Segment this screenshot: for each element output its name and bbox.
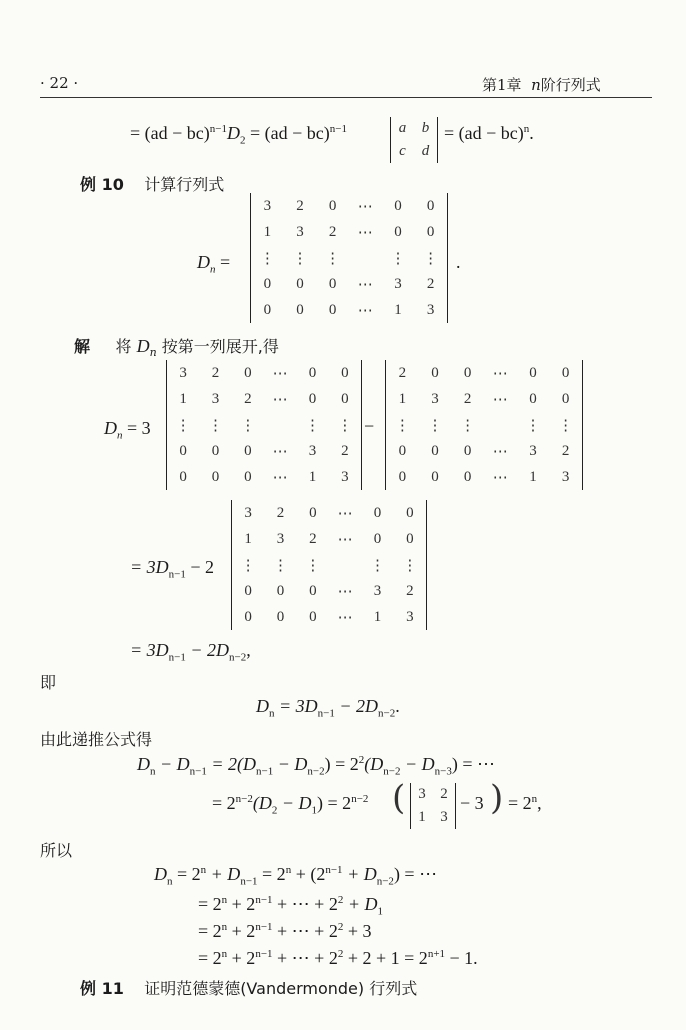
eq-sup: n	[531, 793, 538, 805]
matrix-cell: 3	[341, 468, 349, 485]
eq-term: ,	[537, 793, 542, 813]
matrix-cell: ⋮	[525, 417, 541, 434]
eq-term: = 3D	[130, 640, 169, 660]
close-paren: )	[490, 778, 504, 818]
matrix-cell: 0	[394, 197, 402, 214]
final-line-2	[198, 894, 383, 918]
eq-sup: n−2	[351, 793, 369, 805]
eq-sub: n	[269, 707, 275, 720]
eq-sub: n	[167, 875, 173, 888]
matrix-cell: 3	[263, 197, 272, 214]
matrix-cell: 0	[394, 223, 402, 240]
matrix-cell: 0	[179, 468, 187, 485]
eq-term: + 2	[231, 948, 256, 968]
eq-term: = 2	[198, 948, 222, 968]
eq-term: D	[136, 336, 150, 356]
eq-term: ) = 2	[324, 754, 359, 774]
top-equation-end	[444, 123, 534, 144]
eq-sup: n	[221, 894, 228, 906]
matrix-cell: 0	[309, 504, 317, 521]
eq-term: + 2	[231, 894, 256, 914]
eq-term: + ⋯ + 2	[277, 894, 338, 914]
minus-sign: −	[364, 416, 375, 436]
matrix-cell: 2	[398, 364, 407, 381]
matrix-cell: 0	[309, 582, 317, 599]
matrix-cell: 0	[406, 504, 414, 521]
eq-sub: n	[149, 346, 157, 360]
matrix-cell: 3	[244, 504, 252, 521]
eq-term: D	[256, 696, 269, 716]
matrix-cell: ⋯	[272, 365, 288, 382]
example-11	[80, 976, 417, 999]
matrix-cell: 3	[418, 786, 426, 802]
matrix-cell: 2	[561, 442, 570, 459]
matrix-cell: 0	[276, 608, 285, 625]
matrix-cell: 0	[308, 390, 317, 407]
matrix-cell: 0	[263, 275, 272, 292]
matrix-cell: ⋮	[325, 250, 341, 267]
solution-text: 按第一列展开,得	[161, 337, 279, 356]
matrix-cell: 3	[211, 390, 220, 407]
running-header	[482, 74, 601, 95]
matrix-cell: 0	[341, 390, 349, 407]
step2	[130, 557, 214, 581]
eq-sub: n−2	[376, 875, 394, 888]
eq-sup: n	[285, 864, 292, 876]
eq-term: + ⋯ + 2	[277, 921, 338, 941]
eq-sup: 2	[337, 948, 344, 960]
final-line-1	[154, 864, 437, 888]
eq-sup: n	[200, 864, 207, 876]
eq-sub: n−1	[317, 707, 335, 720]
matrix-cell: ⋯	[272, 469, 288, 486]
eq-term: =	[220, 252, 231, 272]
chapter-var: n	[531, 76, 541, 94]
eq-term: − 1.	[449, 948, 478, 968]
eq-sup: n−1	[255, 948, 273, 960]
matrix-cell: c	[399, 143, 406, 159]
eq-term: ) = 2	[317, 793, 352, 813]
eq-term: D	[154, 864, 167, 884]
matrix-example-10	[250, 193, 448, 323]
matrix-cell: a	[398, 120, 407, 136]
matrix-cell: 1	[398, 390, 407, 407]
matrix-cell: 0	[244, 608, 252, 625]
matrix-cell: b	[421, 120, 430, 136]
eq-term: = 2	[508, 793, 532, 813]
eq-sub: n−1	[240, 875, 258, 888]
matrix-c	[231, 500, 427, 630]
matrix-cell: 1	[263, 223, 272, 240]
matrix-cell: 0	[244, 442, 252, 459]
matrix-cell: 1	[418, 809, 426, 825]
matrix-cell: 0	[561, 364, 570, 381]
matrix-cell: 3	[431, 390, 439, 407]
from-recur-text: 由此递推公式得	[40, 730, 153, 749]
eq-sup: n	[221, 948, 228, 960]
solution-label: 解	[74, 337, 91, 356]
matrix-cell: ⋮	[305, 557, 321, 574]
eq-term: .	[529, 123, 534, 143]
matrix-cell: 0	[244, 468, 252, 485]
matrix-cell: 0	[463, 364, 472, 381]
matrix-cell: 0	[373, 504, 382, 521]
eq-term: + 3	[347, 921, 372, 941]
eq-term: + D	[347, 864, 377, 884]
matrix-cell: ⋮	[240, 557, 256, 574]
matrix-cell: 1	[373, 608, 382, 625]
matrix-cell: 0	[426, 223, 435, 240]
eq-sup: n−1	[255, 921, 273, 933]
final-line-4	[198, 948, 478, 969]
matrix-cell: ⋮	[394, 417, 410, 434]
suoyi-text: 所以	[40, 841, 73, 860]
matrix-cell: ⋯	[337, 505, 353, 522]
eq-sub: 1	[377, 905, 383, 918]
eq-term: + 2 + 1 = 2	[347, 948, 428, 968]
matrix-cell: 0	[179, 442, 187, 459]
eq-sub: n−1	[168, 568, 186, 581]
eq-term: = 3D	[279, 696, 318, 716]
eq-sub: n	[150, 765, 156, 778]
period: .	[456, 252, 461, 272]
matrix-cell: 0	[398, 442, 407, 459]
chain-line-2-end	[508, 793, 542, 814]
ji-text: 即	[40, 673, 57, 692]
page-number: · 22 ·	[40, 74, 79, 92]
eq-term: + 2	[231, 921, 256, 941]
matrix-cell: 0	[406, 530, 414, 547]
eq-sup: 2	[358, 754, 365, 766]
matrix-cell: 0	[463, 468, 472, 485]
matrix-cell: 3	[394, 275, 402, 292]
eq-sup: 2	[337, 921, 344, 933]
example-text: 计算行列式	[144, 175, 225, 194]
matrix-cell: 0	[373, 530, 382, 547]
eq-term: = 2	[212, 793, 236, 813]
matrix-cell: ⋮	[304, 417, 320, 434]
chapter-label: 第1章	[482, 76, 522, 94]
example-10	[80, 172, 224, 195]
matrix-cell: 3	[440, 809, 448, 825]
matrix-cell: ⋮	[240, 417, 256, 434]
eq-sub: n−2	[229, 651, 247, 664]
example-text: 证明范德蒙德(Vandermonde) 行列式	[144, 979, 418, 998]
matrix-cell: 0	[341, 364, 349, 381]
matrix-cell: 0	[431, 468, 439, 485]
matrix-cell: 3	[561, 468, 570, 485]
matrix-cell: 1	[179, 390, 187, 407]
eq-term: − 2D	[190, 640, 230, 660]
eq-term: = 3	[127, 418, 151, 438]
eq-sub: 2	[240, 134, 246, 147]
eq-term: = 2(D	[211, 754, 257, 774]
matrix-cell: ⋯	[357, 198, 373, 215]
eq-sub: n−1	[168, 651, 186, 664]
matrix-cell: 0	[244, 582, 252, 599]
matrix-cell: 0	[328, 275, 337, 292]
eq-sub: 2	[271, 804, 278, 817]
eq-term: = (ad − bc)	[130, 123, 210, 143]
matrix-cell: ⋯	[337, 531, 353, 548]
matrix-cell: 2	[328, 223, 337, 240]
matrix-cell: 1	[529, 468, 537, 485]
chapter-title: 阶行列式	[540, 76, 601, 94]
matrix-cell: ⋮	[402, 557, 418, 574]
matrix-cell: 0	[296, 301, 304, 318]
matrix-cell: 0	[561, 390, 570, 407]
eq-term: = 2	[177, 864, 201, 884]
top-equation	[130, 123, 347, 147]
matrix-cell: 2	[296, 197, 304, 214]
matrix-cell: ⋮	[175, 417, 191, 434]
expand-lhs	[104, 418, 151, 442]
matrix-a	[166, 360, 362, 490]
minus-three: − 3	[460, 793, 484, 813]
recurrence	[256, 696, 400, 720]
matrix-cell: 0	[211, 442, 220, 459]
matrix-cell: ⋮	[423, 250, 439, 267]
eq-term: D	[227, 123, 240, 143]
eq-term: − D	[404, 754, 435, 774]
eq-sub: n−1	[189, 765, 207, 778]
matrix-cell: ⋮	[460, 417, 476, 434]
example-label: 例 11	[80, 979, 124, 998]
matrix-cell: 1	[244, 530, 252, 547]
eq-term: (D	[252, 793, 272, 813]
matrix-cell: d	[421, 143, 430, 159]
eq-sup: n−1	[325, 864, 343, 876]
eq-sup: n+1	[427, 948, 446, 960]
matrix-cell: ⋮	[558, 417, 574, 434]
matrix-cell: 0	[308, 364, 317, 381]
eq-sub: n−3	[434, 765, 452, 778]
matrix-cell: 0	[398, 468, 407, 485]
matrix-cell: 1	[394, 301, 402, 318]
matrix-b	[385, 360, 583, 490]
solution-line	[74, 334, 279, 359]
matrix-cell: 0	[211, 468, 220, 485]
matrix-cell: 0	[529, 364, 537, 381]
eq-sup: 2	[337, 894, 344, 906]
matrix-cell: 2	[426, 275, 435, 292]
open-paren: (	[392, 778, 406, 818]
eq-sub: n−2	[383, 765, 401, 778]
eq-sup: n	[221, 921, 228, 933]
matrix-cell: ⋯	[337, 583, 353, 600]
matrix-cell: ⋮	[390, 250, 406, 267]
eq-term: D	[197, 252, 210, 272]
matrix-cell: 2	[463, 390, 472, 407]
eq-term: = (ad − bc)	[250, 123, 330, 143]
matrix-cell: 3	[426, 301, 435, 318]
matrix-cell: ⋯	[492, 443, 508, 460]
det-2x2-chain	[410, 783, 456, 829]
matrix-cell: 3	[529, 442, 537, 459]
det-2x2-ad-bc	[390, 117, 438, 163]
matrix-cell: 0	[529, 390, 537, 407]
matrix-cell: 2	[276, 504, 285, 521]
chain-line-2	[212, 793, 368, 817]
eq-term: D	[137, 754, 150, 774]
matrix-cell: 0	[463, 442, 472, 459]
eq-sup: n	[523, 123, 530, 135]
matrix-cell: 2	[211, 364, 220, 381]
eq-term: .	[395, 696, 400, 716]
step3	[130, 640, 251, 664]
matrix-cell: 3	[276, 530, 285, 547]
eq-term: = 2	[198, 921, 222, 941]
eq-sup: n−1	[329, 123, 347, 135]
matrix-cell: 0	[309, 608, 317, 625]
matrix-cell: ⋯	[272, 443, 288, 460]
eq-term: ) = ⋯	[451, 754, 496, 774]
matrix-cell: 0	[276, 582, 285, 599]
eq-term: ) = ⋯	[393, 864, 438, 884]
matrix-cell: 1	[308, 468, 317, 485]
matrix-cell: 3	[308, 442, 317, 459]
eq-sup: n−1	[255, 894, 273, 906]
matrix-cell: 0	[328, 301, 337, 318]
matrix-cell: 0	[431, 364, 439, 381]
matrix-cell: ⋮	[292, 250, 308, 267]
matrix-cell: ⋯	[492, 391, 508, 408]
eq-term: + ⋯ + 2	[277, 948, 338, 968]
eq-term: = 2	[198, 894, 222, 914]
matrix-cell: 2	[406, 582, 414, 599]
eq-term: = 3D	[130, 557, 169, 577]
matrix-cell: ⋯	[492, 469, 508, 486]
matrix-cell: 3	[406, 608, 414, 625]
dn-lhs	[197, 252, 230, 276]
eq-sub: n	[210, 263, 216, 276]
example-label: 例 10	[80, 175, 124, 194]
eq-term: − D	[281, 793, 312, 813]
matrix-cell: ⋮	[272, 557, 288, 574]
eq-term: − D	[160, 754, 190, 774]
matrix-cell: 0	[263, 301, 272, 318]
matrix-cell: 2	[244, 390, 252, 407]
matrix-cell: 2	[309, 530, 317, 547]
matrix-cell	[264, 412, 296, 438]
eq-term: − 2D	[339, 696, 379, 716]
matrix-cell: ⋯	[337, 609, 353, 626]
matrix-cell: ⋯	[272, 391, 288, 408]
eq-sup: n−2	[235, 793, 253, 805]
matrix-cell	[349, 245, 382, 271]
matrix-cell: 0	[431, 442, 439, 459]
eq-term: − 2	[190, 557, 215, 577]
matrix-cell: ⋯	[492, 365, 508, 382]
matrix-cell	[329, 552, 361, 578]
eq-term: + D	[210, 864, 241, 884]
eq-term: + D	[347, 894, 378, 914]
matrix-cell: ⋯	[357, 224, 373, 241]
matrix-cell: 3	[179, 364, 187, 381]
eq-term: + (2	[295, 864, 326, 884]
eq-sub: n−2	[378, 707, 396, 720]
eq-term: D	[104, 418, 117, 438]
matrix-cell: 3	[296, 223, 304, 240]
matrix-cell: 2	[440, 786, 448, 802]
matrix-cell	[484, 412, 517, 438]
eq-term: = 2	[262, 864, 286, 884]
eq-sub: n	[117, 429, 123, 442]
matrix-cell: 0	[426, 197, 435, 214]
matrix-cell: ⋮	[427, 417, 443, 434]
chain-line-1	[137, 754, 495, 778]
matrix-cell: ⋮	[369, 557, 385, 574]
eq-term: = (ad − bc)	[444, 123, 524, 143]
matrix-cell: ⋯	[357, 302, 373, 319]
eq-sup: n−1	[209, 123, 227, 135]
eq-term: (D	[364, 754, 384, 774]
final-line-3	[198, 921, 372, 942]
matrix-cell: ⋮	[337, 417, 353, 434]
matrix-cell: ⋮	[259, 250, 275, 267]
eq-term: ,	[246, 640, 251, 660]
matrix-cell: 3	[373, 582, 382, 599]
eq-sub: n−1	[256, 765, 274, 778]
matrix-cell: 2	[341, 442, 349, 459]
solution-text: 将	[115, 337, 132, 356]
eq-term: − D	[277, 754, 308, 774]
matrix-cell: 0	[296, 275, 304, 292]
matrix-cell: ⋮	[207, 417, 223, 434]
matrix-cell: ⋯	[357, 276, 373, 293]
matrix-cell: 0	[244, 364, 252, 381]
header-rule	[40, 97, 652, 98]
eq-sub: 1	[311, 804, 318, 817]
matrix-cell: 0	[328, 197, 337, 214]
eq-sub: n−2	[307, 765, 325, 778]
